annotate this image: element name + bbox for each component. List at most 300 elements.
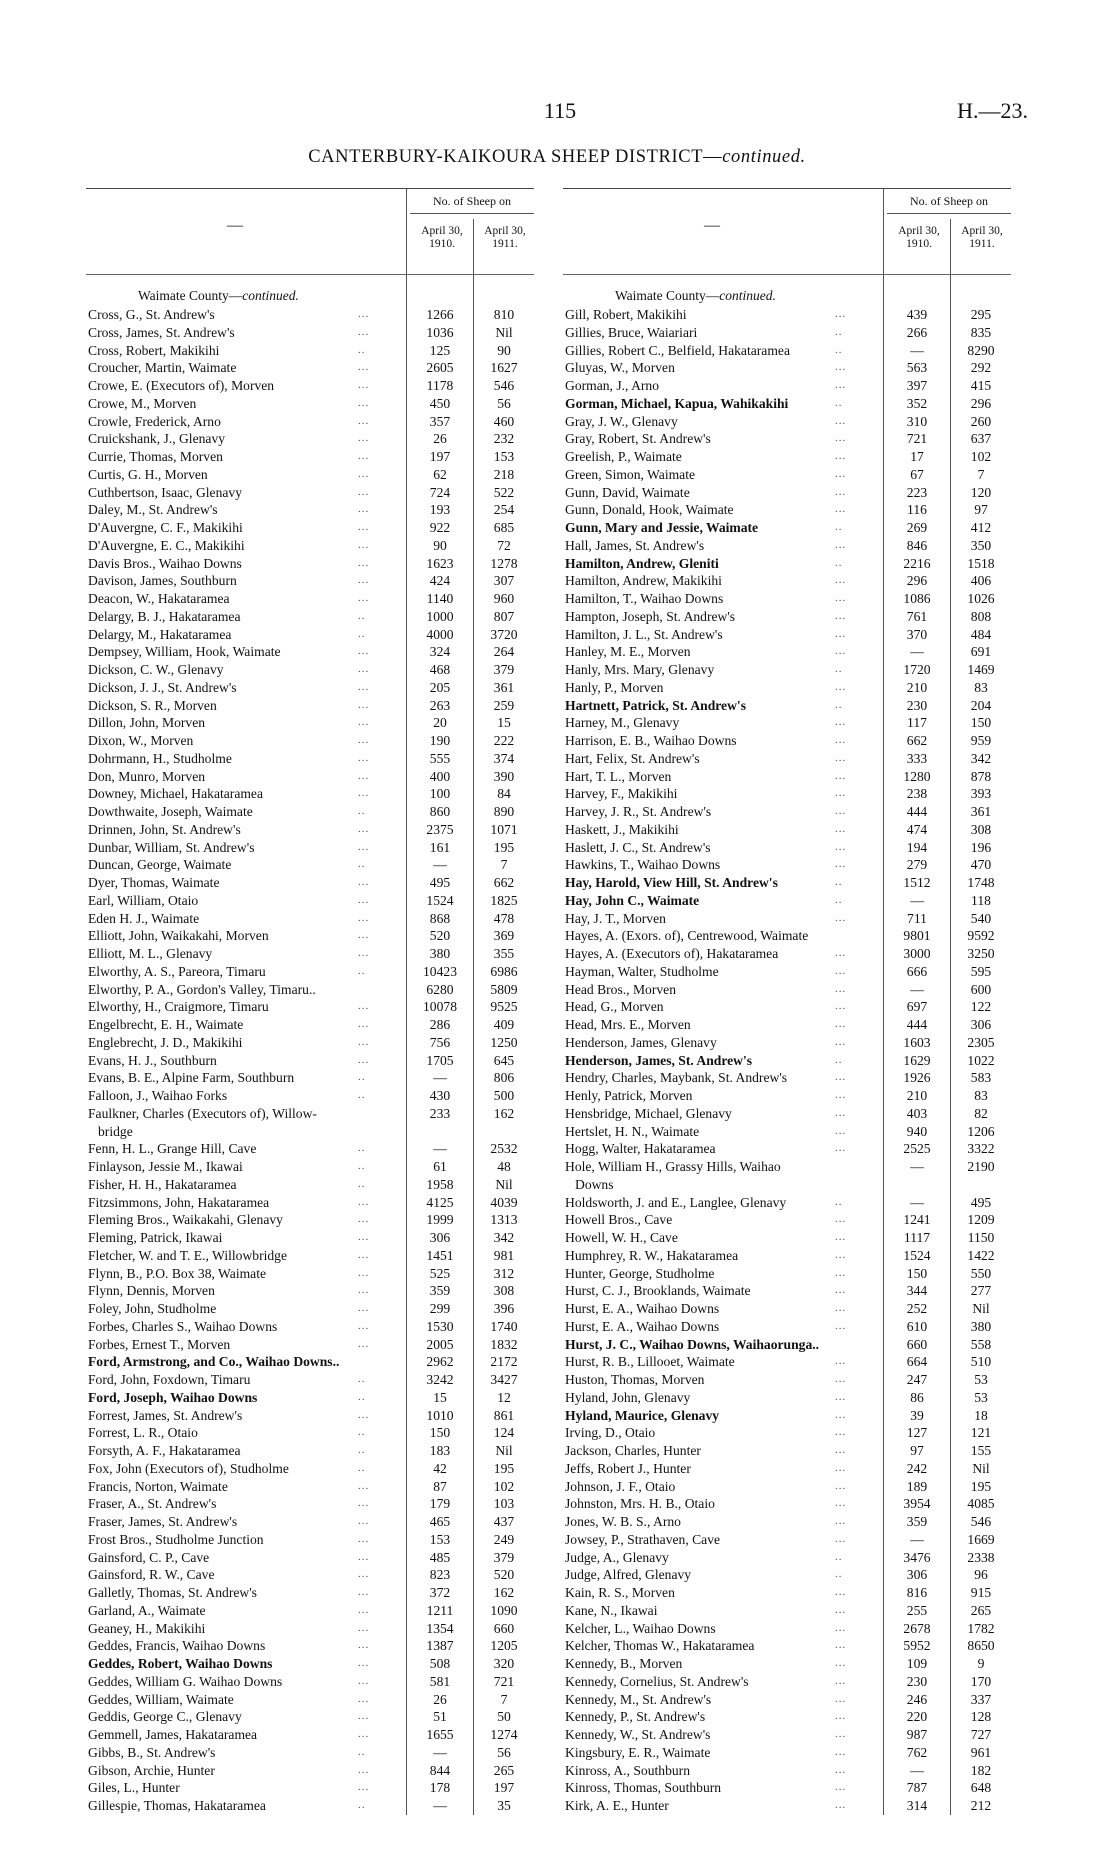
sheep-1910: 761: [906, 608, 928, 624]
leader-dots: ..: [358, 1426, 366, 1439]
leader-dots: ...: [835, 1213, 847, 1226]
leader-dots: ...: [835, 1231, 847, 1243]
leader-dots: ...: [358, 1710, 370, 1723]
leader-dots: ...: [835, 627, 847, 640]
owner-name: Dillon, John, Morven: [88, 715, 206, 731]
sheep-1910: 1117: [903, 1230, 931, 1245]
owner-name: Humphrey, R. W., Hakataramea: [565, 1247, 739, 1263]
leader-dots: ...: [358, 1621, 370, 1634]
sheep-1911: 409: [493, 1017, 515, 1032]
sheep-1911: 558: [970, 1336, 992, 1352]
sheep-1910: 1705: [426, 1052, 454, 1068]
table-row: [86, 1708, 534, 1726]
table-row: [563, 1265, 1011, 1283]
sheep-1910: 125: [429, 342, 451, 358]
sheep-1910: 255: [906, 1602, 928, 1618]
table-row: [563, 413, 1011, 431]
table-row: [563, 1247, 1011, 1265]
owner-name: Finlayson, Jessie M., Ikawai: [88, 1159, 243, 1174]
table-row: [86, 697, 534, 715]
owner-name: Holdsworth, J. and E., Langlee, Glenavy: [565, 1194, 787, 1210]
sheep-1911: 522: [493, 484, 515, 500]
leader-dots: ...: [358, 485, 370, 498]
leader-dots: ..: [835, 663, 843, 675]
sheep-1911: 295: [970, 307, 992, 322]
owner-name: Kelcher, Thomas W., Hakataramea: [565, 1638, 755, 1654]
sheep-1910: 100: [429, 786, 451, 802]
sheep-1911: 810: [493, 307, 515, 322]
leader-dots: ..: [358, 1142, 366, 1155]
owner-name: Hall, James, St. Andrew's: [565, 537, 705, 553]
leader-dots: ...: [835, 1355, 847, 1368]
sheep-1910: 233: [429, 1105, 451, 1121]
sheep-1910: 403: [906, 1105, 928, 1121]
leader-dots: ...: [358, 680, 370, 693]
owner-name: Kennedy, M., St. Andrew's: [565, 1691, 712, 1707]
table-row: [86, 484, 534, 502]
leader-dots: ...: [835, 1319, 847, 1332]
owner-name: Geddis, George C., Glenavy: [88, 1709, 242, 1725]
sheep-1911: 2338: [967, 1549, 995, 1565]
leader-dots: ...: [835, 1302, 847, 1314]
table-row: [563, 608, 1011, 626]
sheep-1911: 83: [974, 1088, 988, 1103]
leader-dots: ...: [358, 1568, 370, 1581]
sheep-1910: 15: [433, 1389, 447, 1405]
owner-name: Cross, James, St. Andrew's: [88, 324, 235, 340]
sheep-1911: 1090: [490, 1602, 518, 1618]
sheep-1911: 960: [493, 591, 515, 606]
owner-name: Harvey, J. R., St. Andrew's: [565, 804, 712, 819]
owner-name: Don, Munro, Morven: [88, 768, 206, 784]
sheep-1911: 2532: [490, 1141, 518, 1157]
sheep-1911: 182: [970, 1762, 992, 1778]
table-row: [563, 643, 1011, 661]
sheep-1910: 563: [906, 360, 928, 376]
sheep-1911: 1205: [490, 1638, 518, 1654]
leader-dots: ...: [835, 1444, 847, 1456]
sheep-1910: —: [910, 1531, 924, 1547]
sheep-1910: 344: [906, 1283, 928, 1299]
owner-name: Judge, A., Glenavy: [565, 1549, 669, 1565]
sheep-1910: 2005: [426, 1336, 454, 1352]
leader-dots: ...: [358, 911, 370, 924]
table-row: [563, 1478, 1011, 1496]
sheep-1911: 637: [970, 431, 992, 447]
sheep-1910: 2216: [903, 555, 931, 571]
table-row: [563, 377, 1011, 395]
sheep-1910: 87: [433, 1478, 447, 1494]
owner-name: Henly, Patrick, Morven: [565, 1088, 693, 1103]
table-row: [563, 1744, 1011, 1762]
sheep-1910: 246: [906, 1691, 928, 1707]
table-row: [563, 1620, 1011, 1638]
table-row: [563, 448, 1011, 466]
leader-dots: ...: [835, 982, 847, 995]
sheep-1911: 412: [970, 520, 992, 535]
owner-name: Duncan, George, Waimate: [88, 857, 232, 873]
owner-name: Dyer, Thomas, Waimate: [88, 875, 220, 890]
leader-dots: ...: [358, 1337, 370, 1350]
sheep-1911: 1071: [490, 821, 518, 837]
owner-name: Frost Bros., Studholme Junction: [88, 1531, 264, 1547]
owner-name: Gemmell, James, Hakataramea: [88, 1727, 258, 1742]
owner-name: Gillies, Robert C., Belfield, Hakataramea: [565, 342, 790, 358]
sheep-1911: 550: [970, 1265, 992, 1281]
sheep-1910: 197: [429, 449, 451, 464]
owner-name: Delargy, B. J., Hakataramea: [88, 608, 241, 624]
sheep-1911: 2172: [490, 1354, 518, 1370]
table-row: [86, 1371, 534, 1389]
leader-dots: ...: [358, 1231, 370, 1243]
leader-dots: ...: [358, 822, 370, 835]
sheep-1910: 90: [433, 537, 447, 553]
table-row: [563, 1762, 1011, 1780]
leader-dots: ...: [835, 1603, 847, 1616]
owner-name: Engelbrecht, E. H., Waimate: [88, 1017, 244, 1032]
leader-dots: ...: [358, 1692, 370, 1705]
table-row: [563, 679, 1011, 697]
sheep-1910: 1512: [903, 875, 931, 890]
table-row: [563, 484, 1011, 502]
sheep-1910: 1178: [426, 378, 454, 393]
leader-dots: ..: [835, 325, 843, 338]
sheep-1910: 10078: [423, 999, 457, 1015]
owner-name: Geddes, William G. Waihao Downs: [88, 1673, 283, 1689]
sheep-1911: 540: [970, 910, 992, 926]
owner-name: Hendry, Charles, Maybank, St. Andrew's: [565, 1070, 788, 1086]
sheep-1911: 342: [970, 750, 992, 766]
table-row: [563, 963, 1011, 981]
sheep-1911: 53: [974, 1389, 988, 1405]
april-1911-header: April 30, 1911.: [961, 225, 1003, 250]
table-row: [563, 998, 1011, 1016]
sheep-1910: 1241: [903, 1212, 931, 1228]
leader-dots: ...: [358, 787, 370, 800]
section-heading: [563, 277, 1011, 306]
owner-name: Hamilton, T., Waihao Downs: [565, 591, 724, 606]
leader-dots: ..: [835, 1568, 843, 1581]
leader-dots: ...: [358, 1302, 370, 1314]
leader-dots: ...: [358, 1248, 370, 1261]
owner-name: Elworthy, A. S., Pareora, Timaru: [88, 963, 266, 979]
sheep-1910: 252: [906, 1301, 928, 1316]
owner-name: Forrest, L. R., Otaio: [88, 1425, 198, 1441]
sheep-1910: 397: [906, 378, 928, 393]
sheep-1910: 62: [433, 466, 447, 482]
leader-dots: ...: [358, 1000, 370, 1013]
sheep-1910: 306: [906, 1567, 928, 1583]
owner-name: Hurst, J. C., Waihao Downs, Waihaorunga..: [565, 1336, 820, 1352]
owner-name: Fitzsimmons, John, Hakataramea: [88, 1194, 270, 1210]
sheep-1911: Nil: [495, 1443, 513, 1458]
table-row: [86, 679, 534, 697]
table-row: [563, 1584, 1011, 1602]
sheep-1910: —: [910, 1762, 924, 1778]
sheep-1910: 247: [906, 1372, 928, 1387]
sheep-1911: 1313: [490, 1212, 518, 1228]
sheep-1910: 922: [429, 520, 451, 535]
leader-dots: ...: [835, 680, 847, 693]
table-row: [86, 555, 534, 573]
leader-dots: ..: [835, 343, 843, 356]
owner-name: Harvey, F., Makikihi: [565, 786, 678, 802]
april-1911-header: April 30, 1911.: [484, 225, 526, 250]
leader-dots: ...: [358, 1586, 370, 1598]
table-row: [563, 768, 1011, 786]
sheep-1910: 762: [906, 1744, 928, 1760]
leader-dots: ..: [835, 396, 843, 409]
owner-name: Fleming, Patrick, Ikawai: [88, 1230, 223, 1245]
sheep-1910: —: [910, 342, 924, 358]
leader-dots: ...: [358, 893, 370, 906]
sheep-1910: 1655: [426, 1727, 454, 1742]
sheep-1911: 96: [974, 1567, 988, 1583]
sheep-1911: 84: [497, 786, 511, 802]
table-row: [86, 448, 534, 466]
leader-dots: ...: [835, 503, 847, 516]
section-title: Waimate County—: [615, 288, 720, 303]
sheep-1911: 56: [497, 395, 511, 411]
table-row: [563, 910, 1011, 928]
owner-name: Geddes, Francis, Waihao Downs: [88, 1638, 266, 1654]
sheep-1911: 470: [970, 857, 992, 873]
leader-dots: ...: [835, 734, 847, 746]
sheep-1910: —: [910, 1194, 924, 1210]
sheep-1911: 807: [493, 608, 515, 624]
leader-dots: ...: [835, 609, 847, 622]
owner-name: Giles, L., Hunter: [88, 1780, 180, 1796]
sheep-1910: 178: [429, 1780, 451, 1796]
sheep-1910: 67: [910, 466, 924, 482]
table-row: [86, 1176, 534, 1194]
owner-name: Cruickshank, J., Glenavy: [88, 431, 226, 447]
leader-dots: ..: [358, 805, 366, 817]
table-row: [563, 661, 1011, 679]
table-row: [563, 1211, 1011, 1229]
table-row: [563, 1442, 1011, 1460]
table-row: [563, 839, 1011, 857]
leader-dots: ..: [835, 1195, 843, 1208]
sheep-1911: 155: [970, 1443, 992, 1458]
leader-dots: ..: [835, 893, 843, 906]
owner-name: Gunn, David, Waimate: [565, 484, 690, 500]
table-row: [563, 1407, 1011, 1425]
sheep-1911: 806: [493, 1070, 515, 1086]
owner-name: Kirk, A. E., Hunter: [565, 1798, 669, 1813]
owner-name: Jackson, Charles, Hunter: [565, 1443, 701, 1458]
owner-name: Forbes, Charles S., Waihao Downs: [88, 1318, 278, 1334]
leader-dots: ...: [835, 805, 847, 817]
sheep-1911: 122: [970, 999, 992, 1015]
sheep-1910: 26: [433, 1691, 447, 1707]
sheep-1910: 787: [906, 1780, 928, 1796]
owner-name: Hampton, Joseph, St. Andrew's: [565, 608, 736, 624]
sheep-1910: 816: [906, 1585, 928, 1600]
leader-dots: ...: [358, 698, 370, 711]
leader-dots: ...: [835, 840, 847, 853]
leader-dots: ...: [358, 1515, 370, 1527]
sheep-1910: 357: [429, 413, 451, 429]
owner-name: Hay, J. T., Morven: [565, 910, 666, 926]
owner-name: Gunn, Donald, Hook, Waimate: [565, 502, 734, 518]
leader-dots: ...: [358, 1728, 370, 1740]
table-row: [86, 892, 534, 910]
section-heading: [86, 277, 534, 306]
table-row: [86, 1123, 534, 1141]
sheep-1910: 127: [906, 1425, 928, 1441]
table-row: [86, 1655, 534, 1673]
leader-dots: ...: [358, 1053, 370, 1066]
sheep-1911: 3250: [967, 946, 995, 961]
sheep-1910: 370: [906, 626, 928, 642]
table-row: [563, 803, 1011, 821]
leader-dots: ...: [835, 574, 847, 587]
owner-name: Kennedy, P., St. Andrew's: [565, 1709, 706, 1725]
leader-dots: ..: [358, 1089, 366, 1101]
leader-dots: ...: [835, 1284, 847, 1297]
table-row: [86, 1407, 534, 1425]
table-row: [563, 1105, 1011, 1123]
owner-name: Currie, Thomas, Morven: [88, 449, 223, 464]
sheep-1911: 307: [493, 573, 515, 589]
table-row: [563, 1318, 1011, 1336]
sheep-1911: Nil: [495, 1176, 513, 1192]
column-divider: [473, 219, 474, 274]
owner-name: Hamilton, Andrew, Gleniti: [565, 555, 719, 571]
table-row: [86, 1229, 534, 1247]
sheep-1911: 350: [970, 537, 992, 553]
leader-dots: ...: [835, 1142, 847, 1155]
leader-dots: ...: [358, 1532, 370, 1545]
sheep-1911: 878: [970, 768, 992, 784]
owner-name: Evans, B. E., Alpine Farm, Southburn: [88, 1070, 295, 1086]
sheep-1910: 1451: [426, 1247, 454, 1263]
leader-dots: ...: [358, 1603, 370, 1616]
sheep-1910: 359: [906, 1514, 928, 1529]
sheep-1910: 430: [429, 1088, 451, 1103]
sheep-1911: 128: [970, 1709, 992, 1725]
owner-name: Dowthwaite, Joseph, Waimate: [88, 804, 253, 819]
sheep-1911: 196: [970, 839, 992, 855]
owner-name: Gillies, Bruce, Waiariari: [565, 324, 698, 340]
sheep-1910: 116: [907, 502, 927, 518]
table-row: [86, 1744, 534, 1762]
owner-name: Hanley, M. E., Morven: [565, 644, 691, 660]
table-row: [86, 821, 534, 839]
sheep-1911: 478: [493, 910, 515, 926]
sheep-count-header: No. of Sheep on: [410, 194, 534, 214]
sheep-1911: 583: [970, 1070, 992, 1086]
sheep-1910: 1387: [426, 1638, 454, 1654]
owner-name: Falloon, J., Waihao Forks: [88, 1088, 228, 1103]
table-row: [86, 1211, 534, 1229]
sheep-1911: 308: [493, 1283, 515, 1299]
sheep-1910: —: [433, 1744, 447, 1760]
leader-dots: ...: [835, 538, 847, 551]
sheep-1910: 1354: [426, 1620, 454, 1636]
owner-name: Gray, J. W., Glenavy: [565, 413, 678, 429]
sheep-1911: 595: [970, 963, 992, 979]
owner-name: Gorman, Michael, Kapua, Wahikakihi: [565, 395, 789, 411]
sheep-1910: 10423: [423, 963, 457, 979]
sheep-1910: 520: [429, 928, 451, 944]
table-row: [563, 1779, 1011, 1797]
leader-dots: ...: [835, 414, 847, 427]
sheep-1910: 269: [906, 520, 928, 535]
right-table: [563, 188, 1011, 1815]
section-continued: continued.: [242, 288, 299, 303]
owner-name: Irving, D., Otaio: [565, 1425, 656, 1441]
owner-name: Croucher, Martin, Waimate: [88, 360, 237, 376]
sheep-1911: 1278: [490, 555, 518, 571]
sheep-1910: 279: [906, 857, 928, 873]
sheep-1910: 1010: [426, 1407, 454, 1423]
table-row: [86, 1513, 534, 1531]
sheep-1911: 153: [493, 449, 515, 464]
sheep-1911: 83: [974, 679, 988, 695]
sheep-1910: 1086: [903, 591, 931, 606]
sheep-1911: 249: [493, 1531, 515, 1547]
owner-name: Hamilton, J. L., St. Andrew's: [565, 626, 723, 642]
sheep-1911: 1782: [967, 1620, 995, 1636]
sheep-1910: 711: [907, 910, 927, 926]
owner-name: Johnson, J. F., Otaio: [565, 1478, 676, 1494]
sheep-1910: 296: [906, 573, 928, 589]
sheep-1911: 393: [970, 786, 992, 802]
sheep-1911: 355: [493, 946, 515, 961]
owner-name: Ford, Armstrong, and Co., Waihao Downs..: [88, 1354, 340, 1370]
owner-name: Hawkins, T., Waihao Downs: [565, 857, 721, 873]
leader-dots: ..: [358, 609, 366, 622]
table-row: [563, 821, 1011, 839]
leader-dots: ...: [835, 1586, 847, 1598]
owner-name: Henderson, James, Glenavy: [565, 1034, 717, 1050]
table-row: [563, 697, 1011, 715]
leader-dots: ...: [358, 396, 370, 409]
table-row: [86, 1691, 534, 1709]
leader-dots: ...: [835, 822, 847, 835]
leader-dots: ...: [358, 414, 370, 427]
leader-dots: ...: [358, 840, 370, 853]
owner-name: Jowsey, P., Strathaven, Cave: [565, 1531, 721, 1547]
leader-dots: ...: [835, 1515, 847, 1527]
sheep-1910: —: [910, 892, 924, 908]
sheep-1911: 1422: [967, 1247, 995, 1263]
table-row: [86, 1105, 534, 1123]
sheep-1911: 9592: [967, 928, 995, 944]
table-row: [563, 1602, 1011, 1620]
table-row: [86, 519, 534, 537]
sheep-1910: 987: [906, 1727, 928, 1742]
column-divider: [883, 189, 884, 274]
owner-name: Forbes, Ernest T., Morven: [88, 1336, 231, 1352]
sheep-1910: 5952: [903, 1638, 931, 1654]
sheep-1911: 600: [970, 981, 992, 997]
table-row: [86, 342, 534, 360]
owner-name: Huston, Thomas, Morven: [565, 1372, 705, 1387]
leader-dots: ...: [358, 1781, 370, 1794]
table-header: [563, 188, 1011, 275]
owner-name: Hunter, George, Studholme: [565, 1265, 715, 1281]
sheep-1910: 664: [906, 1354, 928, 1370]
leader-dots: ...: [358, 734, 370, 746]
table-row: [86, 839, 534, 857]
table-row: [563, 466, 1011, 484]
sheep-1911: 170: [970, 1673, 992, 1689]
leader-dots: ...: [358, 467, 370, 480]
sheep-1910: 844: [429, 1762, 451, 1778]
